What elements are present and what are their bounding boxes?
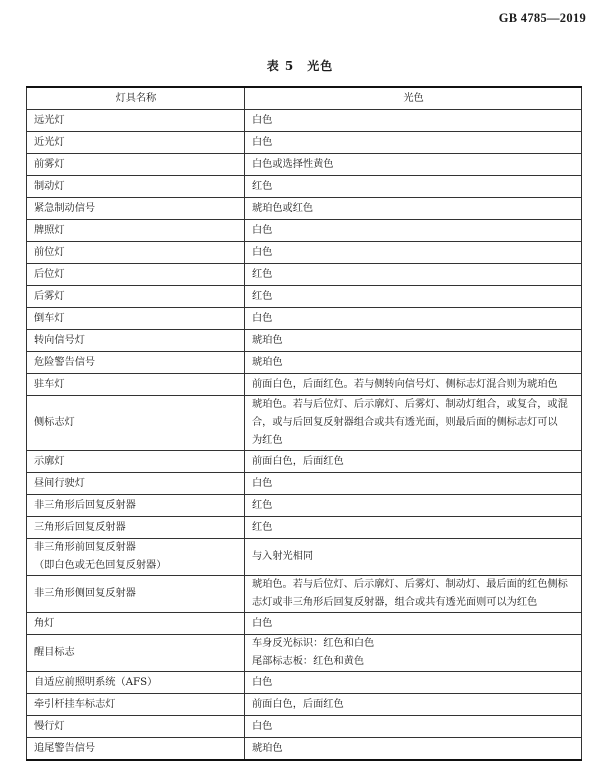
lamp-name: 自适应前照明系统（AFS）	[34, 676, 158, 688]
lamp-name-cell	[27, 132, 245, 154]
lamp-name: 角灯	[34, 617, 55, 629]
table-row	[27, 110, 582, 132]
light-color-cell	[245, 396, 582, 451]
light-color-cell	[245, 286, 582, 308]
light-color-cell	[245, 576, 582, 613]
table-row	[27, 154, 582, 176]
lamp-name: 倒车灯	[34, 312, 65, 324]
light-color-cell	[245, 473, 582, 495]
light-color-cell	[245, 738, 582, 761]
table-row	[27, 694, 582, 716]
lamp-name-cell	[27, 396, 245, 451]
lamp-name: 近光灯	[34, 136, 65, 148]
light-color-text: 合，或与后回复反射器组合或共有透光面，则最后面的侧标志灯可以	[252, 417, 558, 428]
light-color-text: 白色	[252, 246, 273, 258]
light-color-text: 白色	[252, 617, 273, 629]
table-row	[27, 672, 582, 694]
table-row	[27, 132, 582, 154]
lamp-name-cell	[27, 220, 245, 242]
lamp-name-cell	[27, 374, 245, 396]
light-color-text: 琥珀色	[252, 334, 283, 346]
light-color-text: 红色	[252, 180, 273, 192]
light-color-text: 红色	[252, 268, 273, 280]
table-row	[27, 613, 582, 635]
light-color-text: 红色	[252, 290, 273, 302]
column-header-light-color: 光色	[245, 87, 582, 110]
light-color-cell	[245, 330, 582, 352]
light-color-cell	[245, 635, 582, 672]
standard-number: GB 4785—2019	[498, 11, 586, 25]
lamp-name-cell	[27, 330, 245, 352]
lamp-name-cell	[27, 154, 245, 176]
lamp-name-cell	[27, 613, 245, 635]
table-row	[27, 286, 582, 308]
light-color-cell	[245, 716, 582, 738]
table-row	[27, 396, 582, 451]
light-color-cell	[245, 352, 582, 374]
lamp-name-cell	[27, 517, 245, 539]
light-color-cell	[245, 451, 582, 473]
light-color-text: 白色	[252, 136, 273, 148]
lamp-name-cell	[27, 264, 245, 286]
table-body	[27, 110, 582, 761]
lamp-name-cell	[27, 576, 245, 613]
lamp-name: 制动灯	[34, 180, 65, 192]
lamp-name: 前位灯	[34, 246, 65, 258]
light-color-text: 琥珀色。若与后位灯、后示廓灯、后雾灯、制动灯、最后面的红色侧标	[252, 579, 568, 590]
light-color-text: 琥珀色	[252, 742, 283, 754]
table-row	[27, 220, 582, 242]
lamp-name-cell	[27, 716, 245, 738]
light-color-text: 白色	[252, 312, 273, 324]
table-row	[27, 198, 582, 220]
column-header-lamp-name: 灯具名称	[27, 87, 245, 110]
light-color-cell	[245, 517, 582, 539]
light-color-cell	[245, 198, 582, 220]
lamp-name: 侧标志灯	[34, 417, 75, 428]
lamp-name-cell	[27, 738, 245, 761]
light-color-cell	[245, 613, 582, 635]
light-color-text: 白色	[252, 676, 273, 688]
light-color-cell	[245, 672, 582, 694]
lamp-name-cell	[27, 635, 245, 672]
light-color-text: 白色	[252, 477, 273, 489]
light-color-cell	[245, 154, 582, 176]
lamp-name-cell	[27, 473, 245, 495]
light-color-cell	[245, 694, 582, 716]
light-color-text: 白色	[252, 114, 273, 126]
lamp-name: 慢行灯	[34, 720, 65, 732]
light-color-text: 尾部标志板：红色和黄色	[252, 656, 365, 667]
lamp-name-cell	[27, 352, 245, 374]
light-color-cell	[245, 220, 582, 242]
lamp-name: 非三角形侧回复反射器	[34, 588, 136, 599]
light-color-text: 白色	[252, 224, 273, 236]
light-color-text: 白色	[252, 720, 273, 732]
light-color-cell	[245, 176, 582, 198]
light-color-cell	[245, 132, 582, 154]
lamp-name-cell	[27, 694, 245, 716]
lamp-name: 前雾灯	[34, 158, 65, 170]
light-color-text: 琥珀色。若与后位灯、后示廓灯、后雾灯、制动灯组合，或复合，或混	[252, 399, 568, 410]
lamp-name: 驻车灯	[34, 378, 65, 390]
light-color-cell	[245, 110, 582, 132]
table-row	[27, 451, 582, 473]
lamp-name-cell	[27, 198, 245, 220]
light-color-text: 前面白色，后面红色	[252, 455, 344, 467]
lamp-name-cell	[27, 242, 245, 264]
lamp-name: 危险警告信号	[34, 356, 96, 368]
light-color-text: 琥珀色或红色	[252, 202, 314, 214]
table-header-row	[27, 87, 582, 110]
lamp-name: 转向信号灯	[34, 334, 85, 346]
table-row	[27, 242, 582, 264]
lamp-name: （即白色或无色回复反射器）	[34, 560, 167, 571]
lamp-name-cell	[27, 286, 245, 308]
light-color-text: 为红色	[252, 435, 283, 446]
table-row	[27, 738, 582, 761]
lamp-name: 追尾警告信号	[34, 742, 96, 754]
lamp-name: 牌照灯	[34, 224, 65, 236]
lamp-name: 三角形后回复反射器	[34, 521, 126, 533]
table-row	[27, 495, 582, 517]
lamp-name: 昼间行驶灯	[34, 477, 85, 489]
light-color-cell	[245, 374, 582, 396]
light-color-cell	[245, 242, 582, 264]
lamp-name-cell	[27, 539, 245, 576]
lamp-name: 醒目标志	[34, 647, 75, 658]
light-color-text: 红色	[252, 521, 273, 533]
table-row	[27, 264, 582, 286]
light-color-cell	[245, 495, 582, 517]
light-color-text: 白色或选择性黄色	[252, 158, 334, 170]
lamp-name: 远光灯	[34, 114, 65, 126]
lamp-name-cell	[27, 672, 245, 694]
lamp-name: 后雾灯	[34, 290, 65, 302]
lamp-name: 非三角形后回复反射器	[34, 499, 136, 511]
light-color-cell	[245, 539, 582, 576]
table-row	[27, 374, 582, 396]
table-row	[27, 352, 582, 374]
light-color-table	[26, 86, 582, 761]
table-row	[27, 716, 582, 738]
lamp-name-cell	[27, 308, 245, 330]
table-row	[27, 473, 582, 495]
table-row	[27, 539, 582, 576]
table-row	[27, 176, 582, 198]
lamp-name: 非三角形前回复反射器	[34, 542, 136, 553]
lamp-name-cell	[27, 451, 245, 473]
light-color-text: 车身反光标识：红色和白色	[252, 638, 375, 649]
lamp-name: 紧急制动信号	[34, 202, 96, 214]
lamp-name-cell	[27, 176, 245, 198]
table-row	[27, 576, 582, 613]
table-row	[27, 635, 582, 672]
lamp-name-cell	[27, 110, 245, 132]
light-color-text: 与入射光相同	[252, 551, 314, 562]
light-color-cell	[245, 264, 582, 286]
lamp-name: 后位灯	[34, 268, 65, 280]
light-color-text: 前面白色，后面红色。若与侧转向信号灯、侧标志灯混合则为琥珀色	[252, 378, 558, 390]
table-title: 表 5 光色	[266, 59, 334, 73]
lamp-name: 示廓灯	[34, 455, 65, 467]
light-color-cell	[245, 308, 582, 330]
light-color-text: 前面白色，后面红色	[252, 698, 344, 710]
table-row	[27, 517, 582, 539]
light-color-text: 志灯或非三角形后回复反射器，组合或共有透光面则可以为红色	[252, 597, 538, 608]
lamp-name: 牵引杆挂车标志灯	[34, 698, 116, 710]
lamp-name-cell	[27, 495, 245, 517]
light-color-text: 红色	[252, 499, 273, 511]
table-row	[27, 308, 582, 330]
light-color-text: 琥珀色	[252, 356, 283, 368]
table-row	[27, 330, 582, 352]
